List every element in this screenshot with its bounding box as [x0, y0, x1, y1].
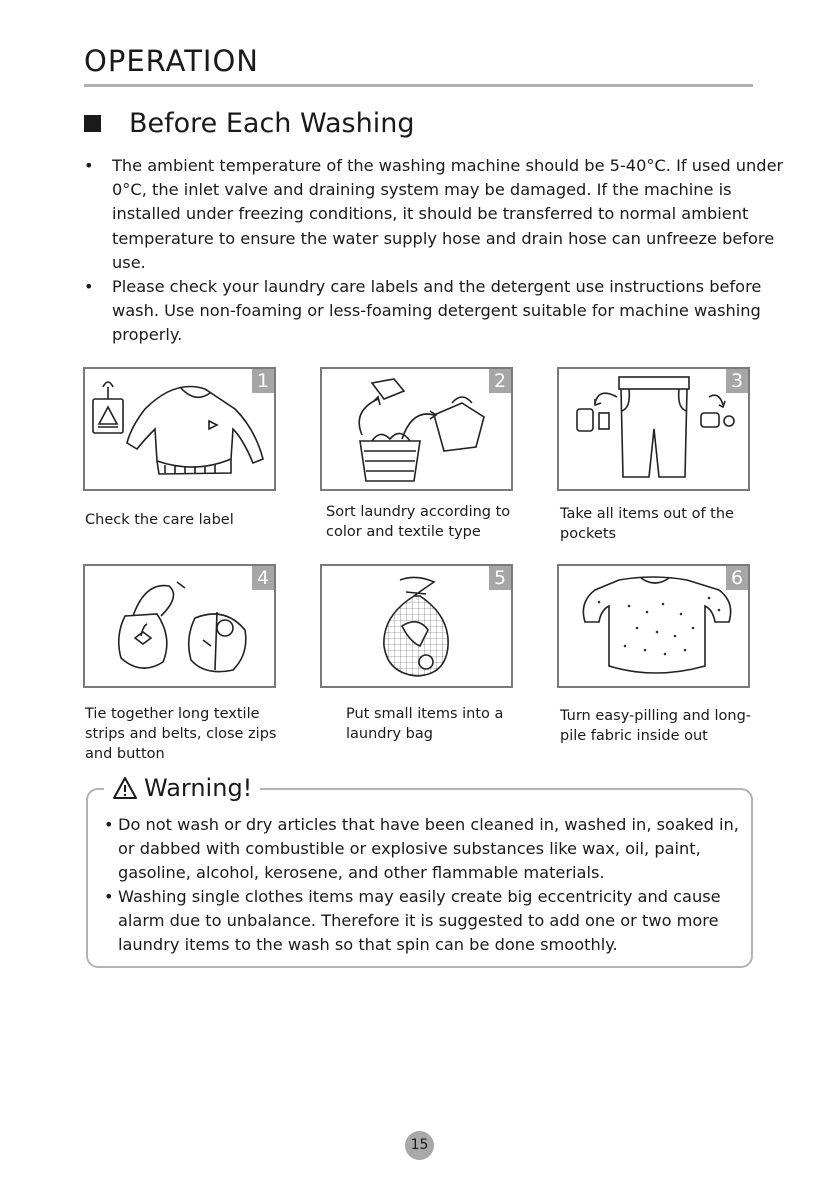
list-item [84, 154, 784, 275]
laundry-bag-icon [322, 566, 511, 686]
warning-title-text: Warning! [144, 774, 253, 802]
bullet-text: Please check your laundry care labels and the detergent use instructions before wash. Use non-foaming or less-foaming detergent suitable for machine washing properly. [112, 277, 762, 345]
step-number-badge: 3 [726, 369, 748, 393]
step-caption: Sort laundry according to color and textile type [326, 504, 511, 540]
step-illustration-frame [320, 564, 513, 688]
warning-list [104, 813, 744, 957]
bullet-text: The ambient temperature of the washing machine should be 5-40°C. If used under 0°C, the inlet valve and draining system may be damaged. If the machine is installed under freezing conditions, it should be transferred to normal ambient temperature to ensure the water supply hose and drain hose can unfreeze before use. [112, 156, 784, 272]
step-number-badge: 1 [252, 369, 274, 393]
tie-and-zip-icon [85, 566, 274, 686]
step-number-badge: 5 [489, 566, 511, 590]
page-number: 15 [405, 1131, 434, 1160]
step-illustration-frame [83, 367, 276, 491]
page-heading [84, 108, 414, 139]
list-item [104, 885, 744, 957]
warning-text: Washing single clothes items may easily create big eccentricity and cause alarm due to unbalance. Therefore it is suggested to add one or two more laundry items to the wash so that spin can be done smoothly. [118, 887, 721, 954]
step-caption: Put small items into a laundry bag [346, 706, 504, 742]
bullet-icon: • [104, 815, 114, 834]
sweater-care-label-icon [85, 369, 274, 489]
step-illustration-frame [320, 367, 513, 491]
warning-text: Do not wash or dry articles that have been cleaned in, washed in, soaked in, or dabbed with combustible or explosive substances like wax, oil, paint, gasoline, alcohol, kerosene, and other flammable materials. [118, 815, 739, 882]
step-caption: Tie together long textile strips and belts, close zips and button [85, 706, 277, 762]
intro-bullet-list [84, 154, 784, 348]
step-illustration-frame [83, 564, 276, 688]
step-number-badge: 4 [252, 566, 274, 590]
square-bullet-icon [84, 115, 101, 132]
bullet-icon: • [84, 277, 94, 297]
list-item [104, 813, 744, 885]
step-caption: Take all items out of the pockets [560, 506, 734, 542]
step-illustration-frame [557, 564, 750, 688]
fuzzy-sweater-icon [559, 566, 748, 686]
bullet-icon: • [104, 887, 114, 906]
warning-triangle-icon [112, 776, 138, 800]
step-caption: Turn easy-pilling and long-pile fabric inside out [560, 708, 752, 744]
bullet-icon: • [84, 156, 94, 175]
section-title: OPERATION [84, 44, 259, 78]
list-item [84, 275, 784, 348]
pants-pockets-icon [559, 369, 748, 489]
step-caption: Check the care label [85, 512, 234, 528]
step-illustration-frame [557, 367, 750, 491]
laundry-basket-sort-icon [322, 369, 511, 489]
step-number-badge: 6 [726, 566, 748, 590]
title-divider [84, 84, 753, 87]
step-number-badge: 2 [489, 369, 511, 393]
warning-title [104, 774, 260, 802]
heading-text: Before Each Washing [129, 108, 415, 139]
